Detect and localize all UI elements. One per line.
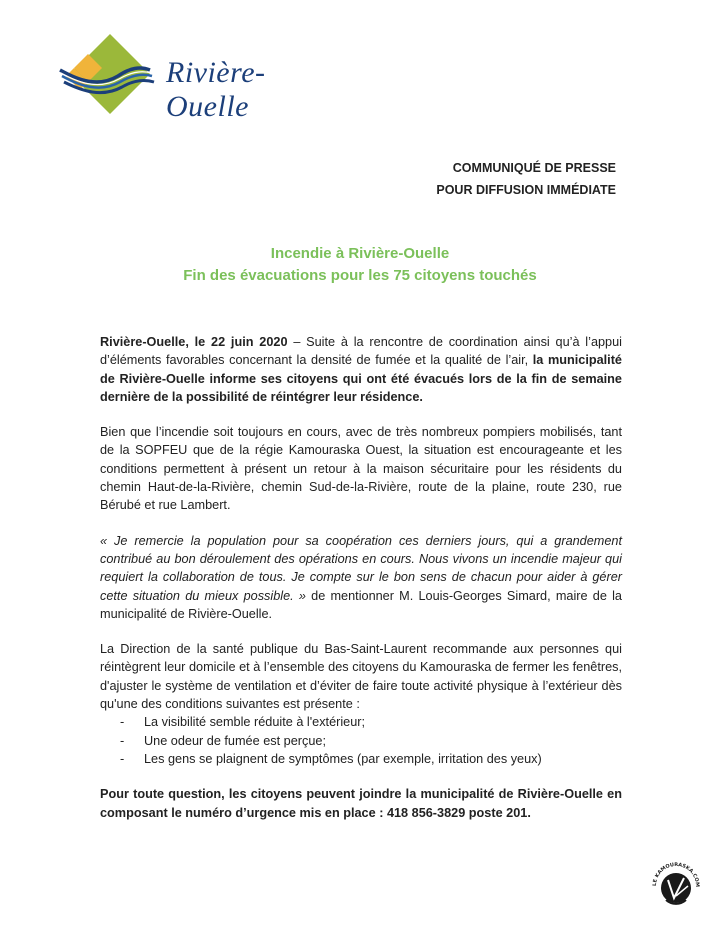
svg-text:LE KAMOURASKA.COM: LE KAMOURASKA.COM (651, 861, 701, 888)
paragraph-situation: Bien que l’incendie soit toujours en cours, avec de très nombreux pompiers mobilisés, tant de la SOPFEU que de la régie Kamouraska Ouest, la situation est encourageante et les conditions permettent à présent un retour à la maison sécuritaire pour les résidents du chemin Haut-de-la-Rivière, chemin Sud-de-la-Rivière, route de la plaine, route 230, rue Bérubé et rue Lambert. (100, 425, 622, 513)
mayor-quote: « Je remercie la population pour sa coopération ces derniers jours, qui a grandement contribué au bon déroulement des opérations en cours. Nous vivons un incendie majeur qui requiert la collaboration de tous. Je compte sur le bon sens de chacun pour aider à gérer cette situation du mieux possible. » (100, 533, 622, 603)
watermark-seal (648, 856, 704, 912)
document-body (100, 333, 622, 839)
logo-wordmark: Rivière-Ouelle (166, 56, 266, 123)
paragraph-announcement (100, 333, 622, 406)
le-kamouraska-seal-icon (648, 856, 704, 912)
press-label-diffusion: POUR DIFFUSION IMMÉDIATE (436, 183, 616, 197)
contact-info: Pour toute question, les citoyens peuvent joindre la municipalité de Rivière-Ouelle en composant le numéro d’urgence mis en place : 418 856-3829 poste 201. (100, 787, 622, 820)
health-advice-text: La Direction de la santé publique du Bas-Saint-Laurent recommande aux personnes qui réintègrent leur domicile et à l’ensemble des citoyens du Kamouraska de fermer les fenêtres, d'ajuster le système de ventilation et d’éviter de faire toute activité physique à l’extérieur dès qu'une des conditions suivantes est présente : (100, 642, 622, 712)
dateline: Rivière-Ouelle, le 22 juin 2020 (100, 335, 288, 349)
municipality-logo (58, 30, 348, 130)
announcement-text: – Suite à la rencontre de coordination ainsi qu’à l’appui d’éléments favorables concernant la densité de fumée et la qualité de l’air, (100, 335, 622, 368)
press-release-header (436, 157, 616, 201)
dash-bullet: - (120, 733, 125, 748)
dash-bullet: - (120, 715, 125, 730)
paragraph-contact (100, 785, 622, 822)
paragraph-health-advice (100, 640, 622, 768)
conditions-list (100, 713, 622, 768)
press-label-communique: COMMUNIQUÉ DE PRESSE (452, 161, 616, 175)
list-item: - Les gens se plaignent de symptômes (par exemple, irritation des yeux) (100, 750, 622, 768)
diamond-river-logo-icon (58, 30, 158, 130)
list-item: - La visibilité semble réduite à l'extérieur; (100, 713, 622, 731)
quote-attribution: de mentionner M. Louis-Georges Simard, maire de la municipalité de Rivière-Ouelle. (100, 588, 622, 621)
list-item: - Une odeur de fumée est perçue; (100, 732, 622, 750)
headline-line-1: Incendie à Rivière-Ouelle (270, 245, 450, 262)
paragraph-quote (100, 532, 622, 623)
dash-bullet: - (120, 751, 125, 766)
headline-line-2: Fin des évacuations pour les 75 citoyens touchés (183, 267, 537, 284)
announcement-bold: la municipalité de Rivière-Ouelle informe ses citoyens qui ont été évacués lors de la fin de semaine dernière de la possibilité de réintégrer leur résidence. (100, 353, 622, 404)
headline (0, 243, 720, 287)
